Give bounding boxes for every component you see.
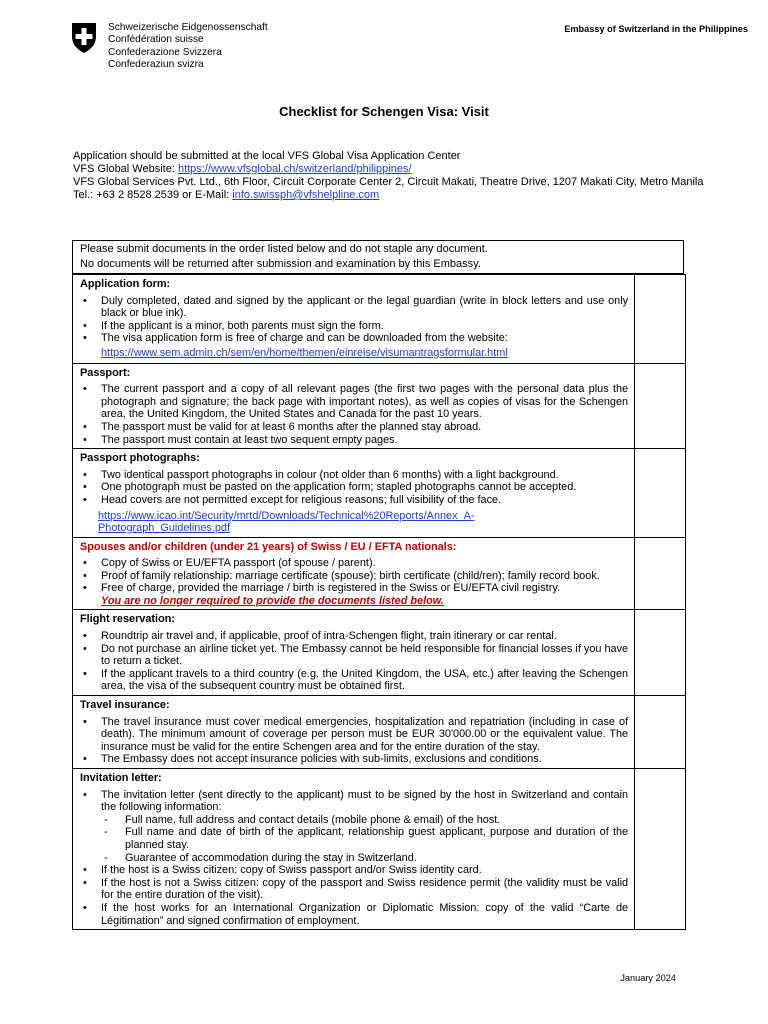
section-heading: Spouses and/or children (under 21 years) of Swiss / EU / EFTA nationals: xyxy=(80,540,457,553)
notice-line: No documents will be returned after submission and examination by this Embassy. xyxy=(80,258,481,270)
list-item: • The passport must be valid for at least 6 months after the planned stay abroad. xyxy=(80,421,628,434)
warning-text: You are no longer required to provide the documents listed below. xyxy=(101,594,444,607)
check-cell[interactable] xyxy=(635,275,686,364)
page-header xyxy=(70,22,748,78)
list-item: • The travel insurance must cover medical emergencies, hospitalization and repatriation (including in case of death). The minimum amount of coverage per person must be EUR 30'000.00 or the equivalent value. The insurance must be valid for the entire Schengen area and for the entire duration of the stay. xyxy=(80,716,628,754)
checklist-row-application xyxy=(73,275,686,364)
section-insurance xyxy=(73,696,635,769)
sub-list-item: - Full name, full address and contact details (mobile phone & email) of the host. xyxy=(101,814,628,827)
bullet-list xyxy=(80,557,628,595)
section-heading: Passport: xyxy=(80,366,131,379)
sub-list-item: - Full name and date of birth of the applicant, relationship guest applicant, purpose and duration of the planned stay. xyxy=(101,826,628,851)
check-cell[interactable] xyxy=(635,696,686,769)
bullet-list xyxy=(80,383,628,446)
section-heading: Flight reservation: xyxy=(80,613,176,626)
list-item-text: The invitation letter (sent directly to the applicant) must to be signed by the host in Switzerland and contain the following information: xyxy=(101,788,629,814)
link-text: Photograph_Guidelines.pdf xyxy=(98,522,230,534)
email-link[interactable]: info.swissph@vfshelpline.com xyxy=(232,189,380,201)
language-line: Confederaziun svizra xyxy=(108,58,204,70)
checklist-row-flight xyxy=(73,610,686,696)
language-line: Schweizerische Eidgenossenschaft xyxy=(108,22,268,33)
section-heading: Invitation letter: xyxy=(80,772,162,784)
check-cell[interactable] xyxy=(635,610,686,696)
list-item: • Two identical passport photographs in colour (not older than 6 months) with a light background. xyxy=(80,469,628,482)
list-item: • If the host is not a Swiss citizen: copy of the passport and Swiss residence permit (the validity must be valid for the entire duration of the visit). xyxy=(80,877,628,902)
swiss-crest-icon xyxy=(70,22,98,54)
list-item: • Head covers are not permitted except for religious reasons; full visibility of the face. xyxy=(80,494,628,507)
list-item: • If the host works for an International Organization or Diplomatic Mission: copy of the valid “Carte de Légitimation” and signed confirmation of employment. xyxy=(80,902,628,927)
checklist-table xyxy=(72,274,686,930)
list-item: • The visa application form is free of charge and can be downloaded from the website: xyxy=(80,332,628,345)
section-spouses xyxy=(73,537,635,610)
checklist-row-photos xyxy=(73,449,686,537)
list-item: • The Embassy does not accept insurance policies with sub-limits, exclusions and conditions. xyxy=(80,753,628,766)
confederation-names xyxy=(108,22,268,71)
list-item: • Duly completed, dated and signed by the applicant or the legal guardian (write in block letters and use only black or blue ink). xyxy=(80,295,628,320)
language-line: Confederazione Svizzera xyxy=(108,46,222,58)
list-item xyxy=(80,789,628,865)
checklist-row-spouses xyxy=(73,537,686,610)
section-invitation xyxy=(73,769,635,930)
list-item: • Free of charge, provided the marriage / birth is registered in the Swiss or EU/EFTA civil registry. xyxy=(80,582,628,595)
bullet-list xyxy=(80,716,628,766)
check-cell[interactable] xyxy=(635,537,686,610)
intro-block xyxy=(73,150,704,202)
list-item: • Proof of family relationship: marriage certificate (spouse); birth certificate (child/ren); family record book. xyxy=(80,570,628,583)
intro-website-line xyxy=(73,163,704,176)
list-item: • Do not purchase an airline ticket yet. The Embassy cannot be held responsible for financial losses if you have to return a ticket. xyxy=(80,643,628,668)
website-label: VFS Global Website: xyxy=(73,163,178,175)
vfs-website-link[interactable]: https://www.vfsglobal.ch/switzerland/philippines/ xyxy=(177,163,412,175)
checklist-row-passport xyxy=(73,363,686,449)
intro-contact-line xyxy=(73,189,704,202)
list-item: • The passport must contain at least two sequent empty pages. xyxy=(80,434,628,447)
intro-line: Application should be submitted at the local VFS Global Visa Application Center xyxy=(73,150,461,162)
tel-label: Tel.: +63 2 8528 2539 or E-Mail: xyxy=(73,189,233,201)
bullet-list xyxy=(80,789,628,928)
notice-box xyxy=(72,240,684,274)
embassy-name: Embassy of Switzerland in the Philippines xyxy=(564,24,748,34)
page-title: Checklist for Schengen Visa: Visit xyxy=(279,104,489,119)
list-item: • One photograph must be pasted on the application form; stapled photographs cannot be accepted. xyxy=(80,481,628,494)
list-item: • If the applicant travels to a third country (e.g. the United Kingdom, the USA, etc.) after leaving the Schengen area, the visa of the subsequent country must be obtained first. xyxy=(80,668,628,693)
application-form-link[interactable]: https://www.sem.admin.ch/sem/en/home/themen/einreise/visumantragsformular.html xyxy=(101,346,508,359)
check-cell[interactable] xyxy=(635,363,686,449)
section-photos xyxy=(73,449,635,537)
section-passport xyxy=(73,363,635,449)
check-cell[interactable] xyxy=(635,449,686,537)
section-heading: Application form: xyxy=(80,278,171,290)
sub-list-item: - Guarantee of accommodation during the stay in Switzerland. xyxy=(101,852,628,865)
section-heading: Passport photographs: xyxy=(80,452,200,465)
check-cell[interactable] xyxy=(635,769,686,930)
list-item: • If the host is a Swiss citizen: copy of Swiss passport and/or Swiss identity card. xyxy=(80,864,628,877)
list-item: • Copy of Swiss or EU/EFTA passport (of spouse / parent). xyxy=(80,557,628,570)
bullet-list xyxy=(80,295,628,345)
dash-list xyxy=(101,814,628,864)
bullet-list xyxy=(80,469,628,507)
intro-address: VFS Global Services Pvt. Ltd., 6th Floor, Circuit Corporate Center 2, Circuit Makati, Theatre Drive, 1207 Makati City, Metro Manila xyxy=(73,176,704,188)
section-flight xyxy=(73,610,635,696)
notice-line: Please submit documents in the order listed below and do not staple any document. xyxy=(80,243,488,255)
language-line: Confédération suisse xyxy=(108,34,204,46)
footer-date: January 2024 xyxy=(620,973,676,983)
link-text: https://www.icao.int/Security/mrtd/Downloads/Technical%20Reports/Annex_A- xyxy=(98,509,475,522)
checklist-row-invitation xyxy=(73,769,686,930)
checklist-row-insurance xyxy=(73,696,686,769)
list-item: • The current passport and a copy of all relevant pages (the first two pages with the personal data plus the photograph and signature; the back page with important notes), as well as copies of visas for the Schengen area, the United Kingdom, the United States and Canada for the past 10 years. xyxy=(80,383,628,421)
section-application xyxy=(73,275,635,364)
photo-guidelines-link[interactable] xyxy=(98,510,475,535)
list-item: • If the applicant is a minor, both parents must sign the form. xyxy=(80,320,628,333)
list-item: • Roundtrip air travel and, if applicable, proof of intra-Schengen flight, train itinerary or car rental. xyxy=(80,630,628,643)
section-heading: Travel insurance: xyxy=(80,699,170,712)
bullet-list xyxy=(80,630,628,693)
